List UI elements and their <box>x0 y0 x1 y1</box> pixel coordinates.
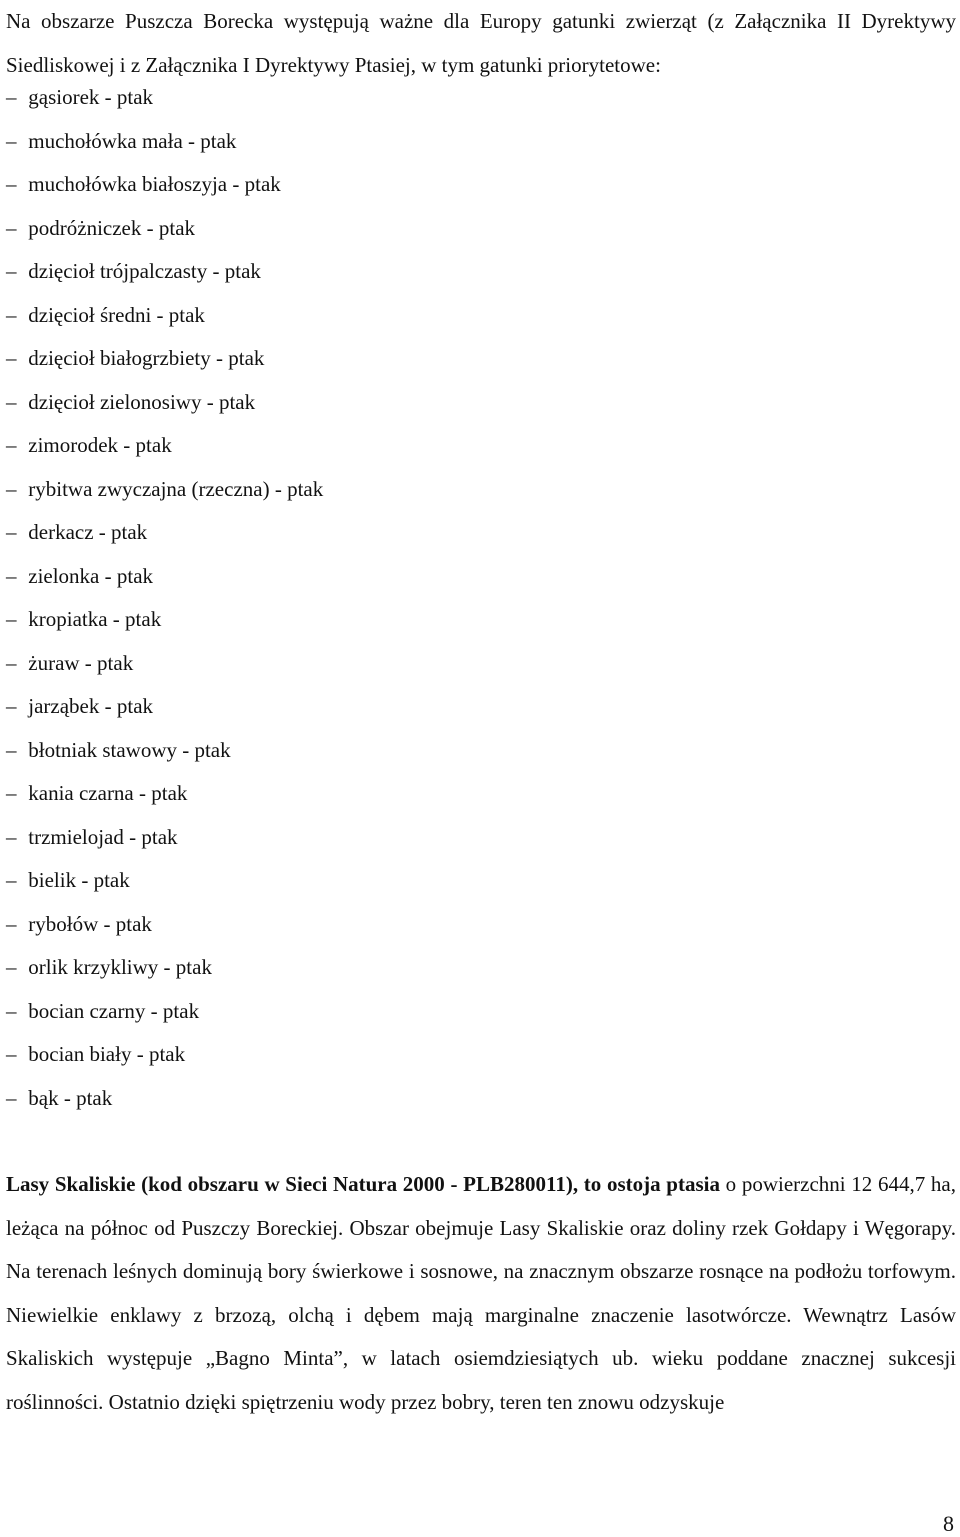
list-item <box>6 555 323 599</box>
list-dash-marker: – <box>6 998 17 1023</box>
list-item <box>6 859 323 903</box>
list-item <box>6 642 323 686</box>
list-item <box>6 685 323 729</box>
species-list <box>6 76 323 1120</box>
list-dash-marker: – <box>6 1042 17 1066</box>
species-name: kropiatka - ptak <box>28 607 162 631</box>
list-dash-marker: – <box>6 85 17 109</box>
species-name: dzięcioł białogrzbiety - ptak <box>28 346 265 370</box>
list-dash-marker: – <box>6 172 17 196</box>
list-item <box>6 207 323 251</box>
list-item <box>6 729 323 773</box>
list-item <box>6 1033 323 1077</box>
species-name: żuraw - ptak <box>28 650 134 675</box>
list-dash-marker: – <box>6 1085 17 1110</box>
list-item <box>6 424 323 468</box>
list-dash-marker: – <box>6 476 17 501</box>
species-name: zielonka - ptak <box>28 563 154 588</box>
page-number: 8 <box>943 1511 954 1536</box>
species-name: dzięcioł trójpalczasty - ptak <box>28 259 261 283</box>
species-name: podróżniczek - ptak <box>28 215 196 240</box>
species-name: zimorodek - ptak <box>28 433 172 457</box>
lasy-skaliskie-paragraph <box>6 1163 956 1424</box>
species-name: orlik krzykliwy - ptak <box>28 955 212 979</box>
list-item <box>6 511 323 555</box>
intro-paragraph: Na obszarze Puszcza Borecka występują ważne dla Europy gatunki zwierząt (z Załącznika II Dyrektywy Siedliskowej i z Załącznika I Dyrektywy Ptasiej, w tym gatunki priorytetowe: <box>6 9 956 77</box>
list-item <box>6 381 323 425</box>
list-dash-marker: – <box>6 737 17 762</box>
list-dash-marker: – <box>6 520 17 544</box>
species-name: rybołów - ptak <box>28 911 152 936</box>
list-item <box>6 903 323 947</box>
species-name: bocian biały - ptak <box>28 1042 186 1066</box>
species-name: rybitwa zwyczajna (rzeczna) - ptak <box>28 476 324 501</box>
list-item <box>6 468 323 512</box>
list-item <box>6 772 323 816</box>
list-dash-marker: – <box>6 955 17 979</box>
list-dash-marker: – <box>6 868 17 892</box>
list-dash-marker: – <box>6 694 17 718</box>
list-dash-marker: – <box>6 389 17 414</box>
list-item <box>6 120 323 164</box>
list-item <box>6 598 323 642</box>
species-name: bielik - ptak <box>28 868 130 892</box>
species-name: bąk - ptak <box>28 1085 113 1110</box>
species-name: derkacz - ptak <box>28 520 148 544</box>
species-name: dzięcioł zielonosiwy - ptak <box>28 389 256 414</box>
species-name: jarząbek - ptak <box>28 694 154 718</box>
list-dash-marker: – <box>6 128 17 153</box>
section-body: o powierzchni 12 644,7 ha, leżąca na północ od Puszczy Boreckiej. Obszar obejmuje Lasy Skaliskie oraz doliny rzek Gołdapy i Węgorapy. Na terenach leśnych dominują bory świerkowe i sosnowe, na znacznym obszarze rosnące na podłożu torfowym. Niewielkie enklawy z brzozą, olchą i dębem mają marginalne znaczenie lasotwórcze. Wewnątrz Lasów Skaliskich występuje „Bagno Minta”, w latach osiemdziesiątych ub. wieku poddane znacznej sukcesji roślinności. Ostatnio dzięki spiętrzeniu wody przez bobry, teren ten znowu odzyskuje <box>6 1172 956 1414</box>
list-item <box>6 294 323 338</box>
species-name: trzmielojad - ptak <box>28 824 178 849</box>
species-name: muchołówka mała - ptak <box>28 128 237 153</box>
list-dash-marker: – <box>6 781 17 805</box>
list-item <box>6 76 323 120</box>
species-name: muchołówka białoszyja - ptak <box>28 172 281 196</box>
list-dash-marker: – <box>6 302 17 327</box>
list-dash-marker: – <box>6 346 17 370</box>
list-item <box>6 946 323 990</box>
list-dash-marker: – <box>6 259 17 283</box>
section-bold-lead: Lasy Skaliskie (kod obszaru w Sieci Natura 2000 - PLB280011), to ostoja ptasia <box>6 1172 720 1196</box>
list-dash-marker: – <box>6 433 17 457</box>
list-item <box>6 816 323 860</box>
species-name: gąsiorek - ptak <box>28 85 154 109</box>
species-name: kania czarna - ptak <box>28 781 188 805</box>
list-dash-marker: – <box>6 650 17 675</box>
list-dash-marker: – <box>6 824 17 849</box>
list-item <box>6 1077 323 1121</box>
list-dash-marker: – <box>6 215 17 240</box>
species-name: błotniak stawowy - ptak <box>28 737 231 762</box>
list-dash-marker: – <box>6 563 17 588</box>
species-name: bocian czarny - ptak <box>28 998 200 1023</box>
list-item <box>6 337 323 381</box>
list-dash-marker: – <box>6 607 17 631</box>
list-item <box>6 990 323 1034</box>
list-item <box>6 250 323 294</box>
species-name: dzięcioł średni - ptak <box>28 302 205 327</box>
list-dash-marker: – <box>6 911 17 936</box>
list-item <box>6 163 323 207</box>
